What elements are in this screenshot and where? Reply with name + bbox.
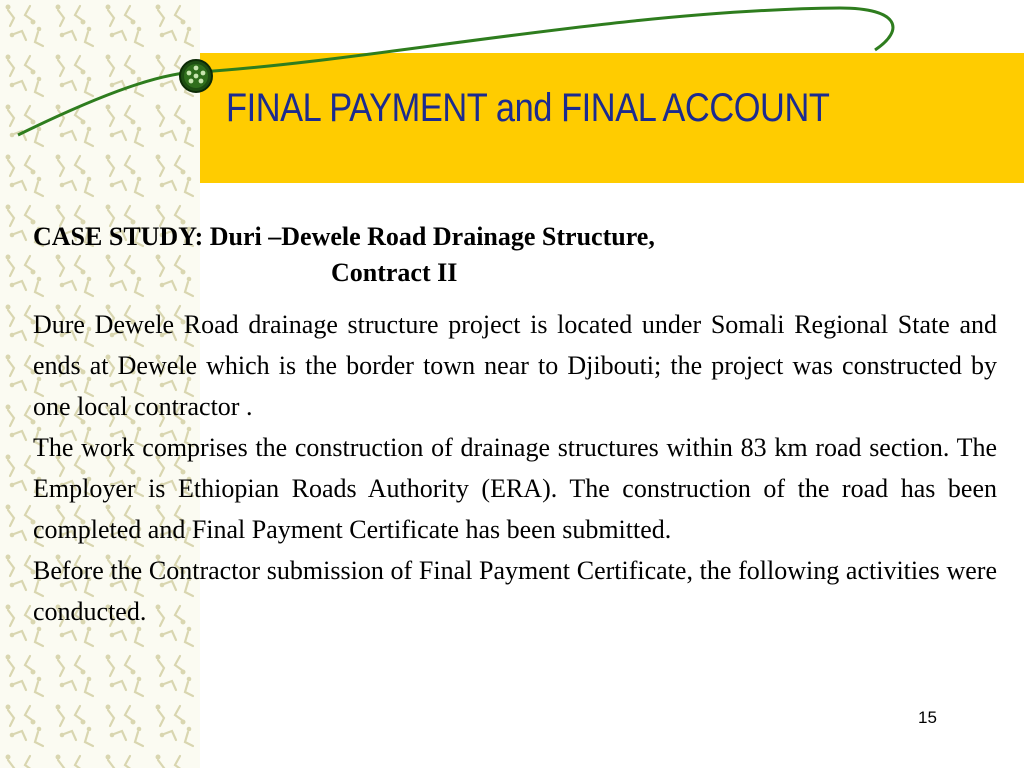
green-network-ball-icon [178,58,214,94]
paragraph-2: The work comprises the construction of drainage structures within 83 km road section. The Employer is Ethiopian Roads Authority (ERA). The construction of the road has been completed and Final Payment Certificate has been submitted. [33,433,997,544]
slide-title: FINAL PAYMENT and FINAL ACCOUNT [226,86,830,130]
paragraph-3: Before the Contractor submission of Final Payment Certificate, the following activities were conducted. [33,556,997,626]
slide-body [33,218,997,632]
case-study-subheading: Contract II [331,258,458,287]
page-number: 15 [918,708,937,727]
paragraph-1: Dure Dewele Road drainage structure project is located under Somali Regional State and ends at Dewele which is the border town near to Djibouti; the project was constructed by one local contractor . [33,310,997,421]
case-study-heading: CASE STUDY: Duri –Dewele Road Drainage Structure, [33,222,655,251]
